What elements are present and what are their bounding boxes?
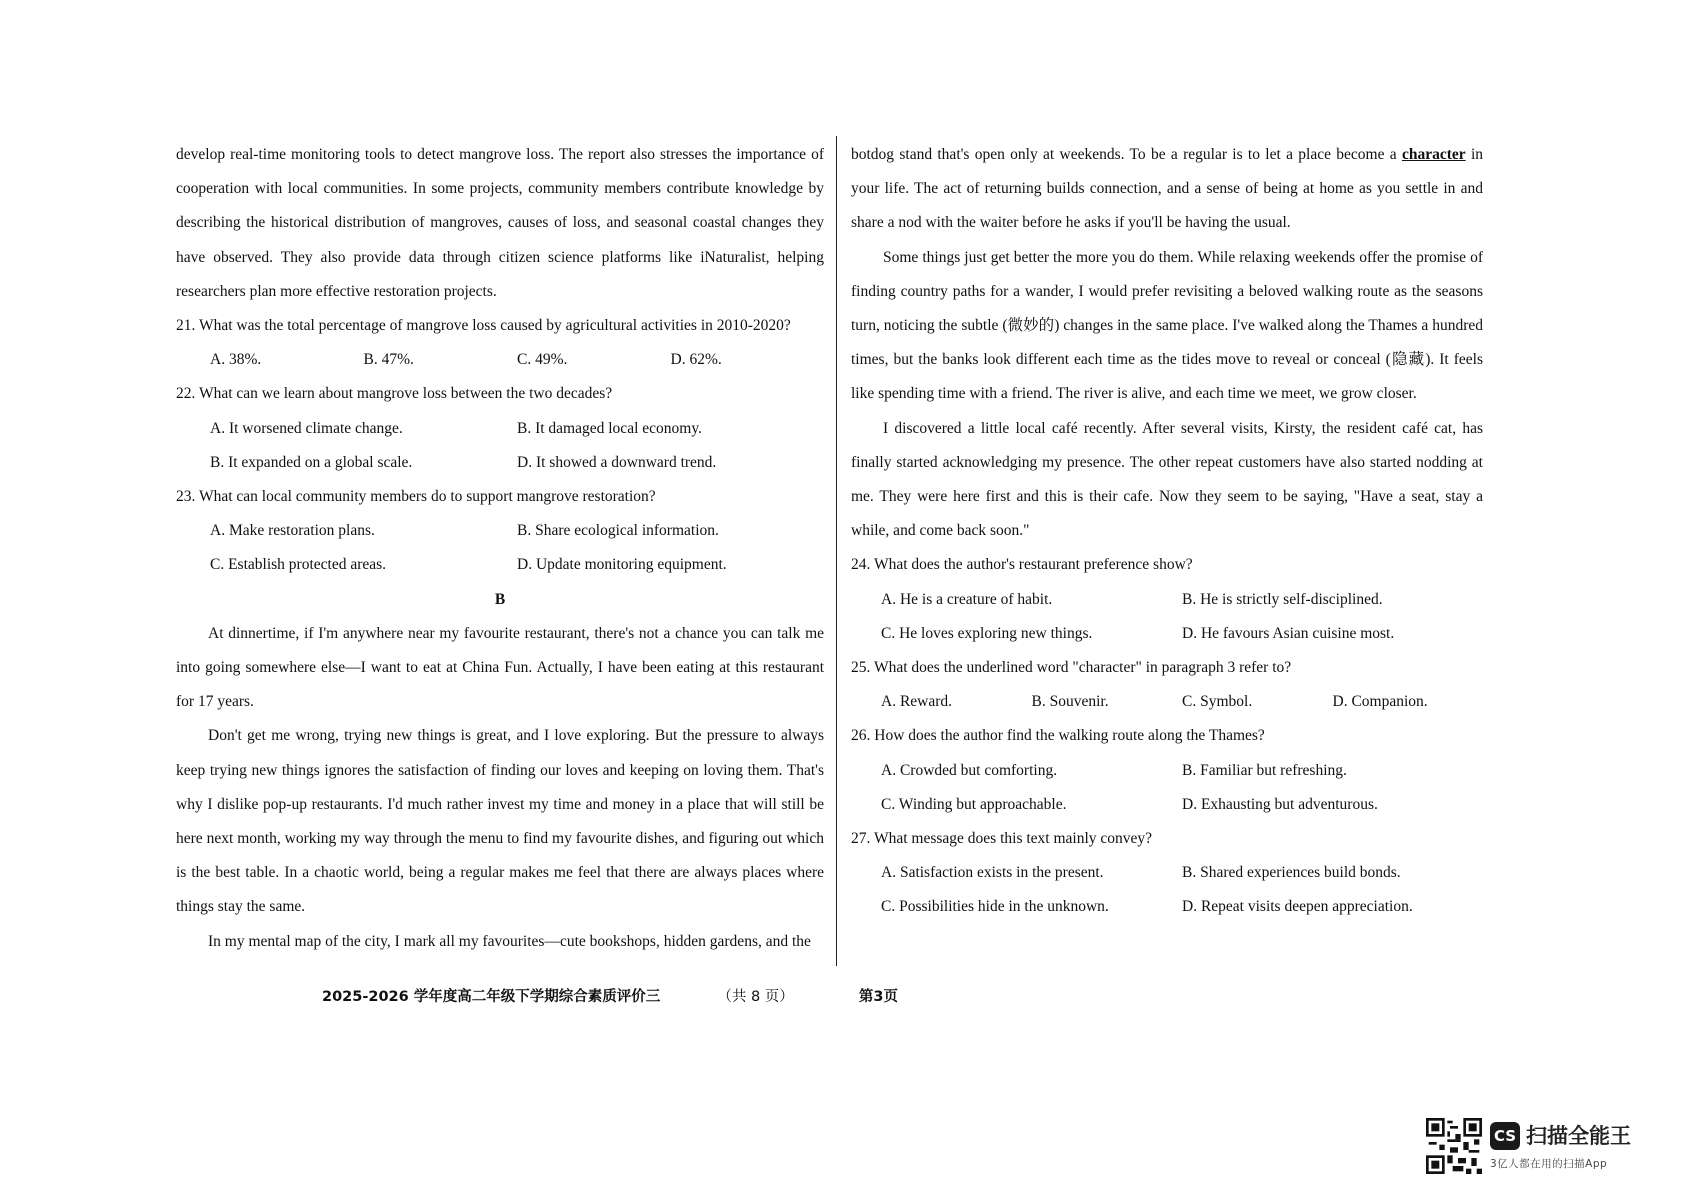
passage-b-paragraph-2: Don't get me wrong, trying new things is great, and I love exploring. But the pressure to always keep trying new things ignores the satisfaction of finding our loves and keeping on loving them. That's why I dislike pop-up restaurants. I'd much rather invest my time and money in a place that will still be here next month, working my way through the menu to find my favourite dishes, and figuring out which is the best table. In a chaotic world, being a regular makes me feel that there are always places where things stay the same. xyxy=(176,727,824,916)
q24-option-d[interactable]: D. He favours Asian cuisine most. xyxy=(1182,624,1395,642)
q22-option-a[interactable]: A. It worsened climate change. xyxy=(210,419,403,437)
q26-option-c[interactable]: C. Winding but approachable. xyxy=(881,795,1067,813)
question-25-stem: 25. What does the underlined word "character" in paragraph 3 refer to? xyxy=(851,659,1292,677)
q21-option-c[interactable]: C. 49%. xyxy=(517,351,568,369)
q22-option-d[interactable]: D. It showed a downward trend. xyxy=(517,453,717,471)
passage-b-paragraph-3-continued xyxy=(851,138,1483,241)
camscanner-logo: CS xyxy=(1490,1122,1520,1150)
underlined-word-character: character xyxy=(1401,146,1466,163)
question-21-stem: 21. What was the total percentage of mangrove loss caused by agricultural activities in 2010-2020? xyxy=(176,317,791,335)
q26-option-d[interactable]: D. Exhausting but adventurous. xyxy=(1182,795,1378,813)
question-21-options xyxy=(176,343,824,377)
q27-option-d[interactable]: D. Repeat visits deepen appreciation. xyxy=(1182,898,1413,916)
q21-option-d[interactable]: D. 62%. xyxy=(670,351,722,369)
q25-option-d[interactable]: D. Companion. xyxy=(1332,693,1428,711)
question-23-options xyxy=(176,514,824,582)
passage-b-paragraph-4: Some things just get better the more you do them. While relaxing weekends offer the promise of finding country paths for a wander, I would prefer revisiting a beloved walking route as the seasons turn, noticing the subtle (微妙的) changes in the same place. I've walked along the Thames a hundred times, but the banks look different each time as the tides move to reveal or conceal (隐藏). It feels like spending time with a friend. The river is alive, and each time we meet, we grow closer. xyxy=(851,248,1483,403)
paragraph-3-text-a: botdog stand that's open only at weekends. To be a regular is to let a place become a xyxy=(851,146,1397,163)
q21-option-a[interactable]: A. 38%. xyxy=(210,351,262,369)
q23-option-a[interactable]: A. Make restoration plans. xyxy=(210,522,375,540)
passage-b-paragraph-3-start: In my mental map of the city, I mark all my favourites—cute bookshops, hidden gardens, and the xyxy=(208,932,811,950)
q24-option-c[interactable]: C. He loves exploring new things. xyxy=(881,624,1093,642)
brand-tagline: 3亿人都在用的扫描App xyxy=(1490,1158,1608,1170)
qr-code-icon xyxy=(1426,1118,1482,1174)
passage-b-paragraph-1: At dinnertime, if I'm anywhere near my favourite restaurant, there's not a chance you can talk me into going somewhere else—I want to eat at China Fun. Actually, I have been eating at this restaurant for 17 years. xyxy=(176,624,824,711)
question-22-options xyxy=(176,412,824,480)
question-23-stem: 23. What can local community members do to support mangrove restoration? xyxy=(176,488,656,506)
question-26-stem: 26. How does the author find the walking route along the Thames? xyxy=(851,727,1265,745)
total-pages: （共 8 页） xyxy=(717,989,794,1005)
right-column xyxy=(851,138,1483,925)
scanner-watermark xyxy=(1426,1118,1656,1178)
q26-option-b[interactable]: B. Familiar but refreshing. xyxy=(1182,761,1347,779)
paragraph-3-text-b: in your life. The act of returning builds connection, and a sense of being at home as you settle in and share a nod with the waiter before he asks if you'll be having the usual. xyxy=(851,146,1484,232)
question-25-options xyxy=(851,685,1483,719)
question-26-options xyxy=(851,754,1483,822)
page-footer xyxy=(322,985,898,1006)
question-22-stem: 22. What can we learn about mangrove loss between the two decades? xyxy=(176,385,613,403)
exam-title: 2025-2026 学年度高二年级下学期综合素质评价三 xyxy=(322,989,661,1005)
question-27-options xyxy=(851,856,1483,924)
q24-option-b[interactable]: B. He is strictly self-disciplined. xyxy=(1182,590,1383,608)
question-24-stem: 24. What does the author's restaurant preference show? xyxy=(851,556,1193,574)
q25-option-a[interactable]: A. Reward. xyxy=(881,693,953,711)
q27-option-a[interactable]: A. Satisfaction exists in the present. xyxy=(881,864,1104,882)
q26-option-a[interactable]: A. Crowded but comforting. xyxy=(881,761,1058,779)
question-24-options xyxy=(851,583,1483,651)
q25-option-b[interactable]: B. Souvenir. xyxy=(1031,693,1109,711)
left-column xyxy=(176,138,824,959)
q24-option-a[interactable]: A. He is a creature of habit. xyxy=(881,590,1053,608)
q23-option-c[interactable]: C. Establish protected areas. xyxy=(210,556,387,574)
page-number: 第3页 xyxy=(858,989,898,1005)
q22-option-c[interactable]: B. It expanded on a global scale. xyxy=(210,453,413,471)
q27-option-b[interactable]: B. Shared experiences build bonds. xyxy=(1182,864,1401,882)
section-b-heading: B xyxy=(494,590,506,608)
q23-option-d[interactable]: D. Update monitoring equipment. xyxy=(517,556,727,574)
question-27-stem: 27. What message does this text mainly convey? xyxy=(851,830,1153,848)
column-divider xyxy=(836,136,837,966)
q22-option-b[interactable]: B. It damaged local economy. xyxy=(517,419,702,437)
brand-name: 扫描全能王 xyxy=(1526,1124,1631,1148)
q21-option-b[interactable]: B. 47%. xyxy=(363,351,414,369)
passage-b-paragraph-5: I discovered a little local café recently. After several visits, Kirsty, the resident café cat, has finally started acknowledging my presence. The other repeat customers have also started nodding at me. They were here first and this is their cafe. Now they seem to be saying, "Have a seat, stay a while, and come back soon." xyxy=(851,419,1483,540)
q27-option-c[interactable]: C. Possibilities hide in the unknown. xyxy=(881,898,1109,916)
q23-option-b[interactable]: B. Share ecological information. xyxy=(517,522,719,540)
passage-a-tail: develop real-time monitoring tools to detect mangrove loss. The report also stresses the importance of cooperation with local communities. In some projects, community members contribute knowledge by describing the historical distribution of mangroves, causes of loss, and seasonal coastal changes they have observed. They also provide data through citizen science platforms like iNaturalist, helping researchers plan more effective restoration projects. xyxy=(176,146,824,300)
q25-option-c[interactable]: C. Symbol. xyxy=(1182,693,1253,711)
